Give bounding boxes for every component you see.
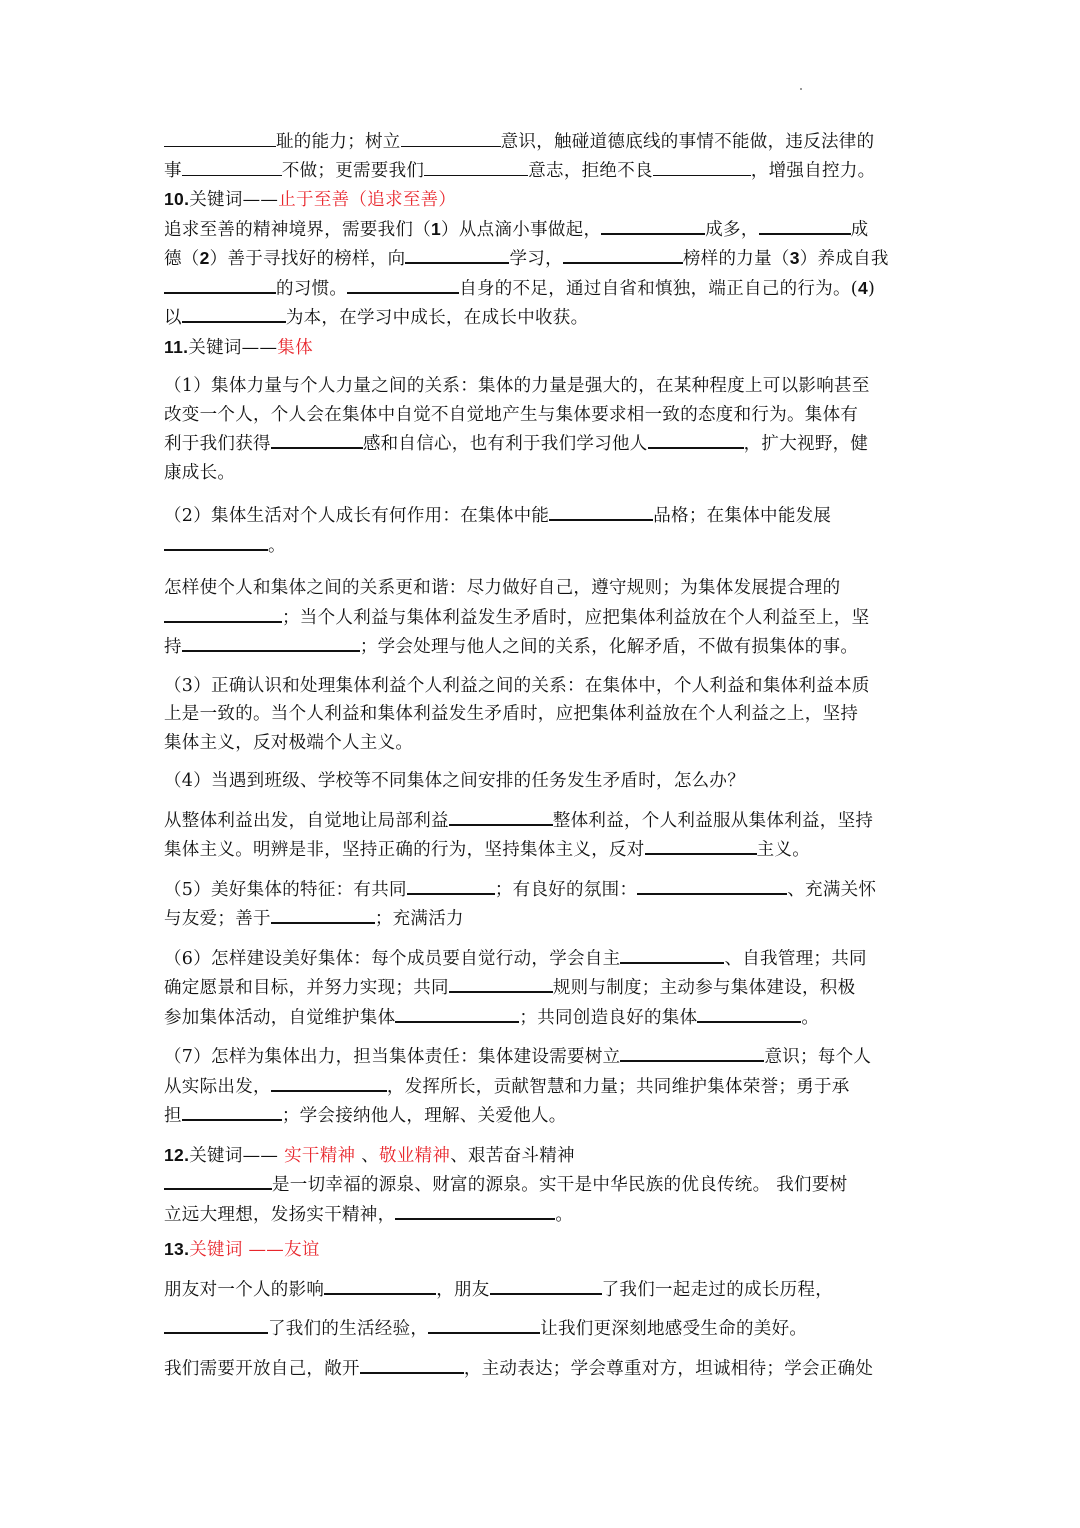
text: 、充满关怀 — [787, 879, 877, 900]
text: ；有良好的氛围： — [494, 879, 638, 900]
text: 立远大理想，发扬实干精神， — [164, 1204, 396, 1225]
section-12-heading — [164, 1141, 918, 1171]
item-number: 3 — [789, 248, 800, 268]
blank[interactable] — [637, 875, 787, 895]
worksheet-page — [164, 128, 918, 1383]
s11-p9-line-2 — [164, 1072, 918, 1102]
text: ；学会接纳他人，理解、关爱他人。 — [281, 1106, 567, 1126]
text: 、自我管理；共同 — [724, 948, 867, 969]
blank[interactable] — [407, 875, 495, 895]
blank[interactable] — [182, 1101, 282, 1121]
blank[interactable] — [164, 531, 268, 551]
blank[interactable] — [324, 1275, 436, 1295]
text: ）从点滴小事做起， — [441, 219, 602, 240]
section-number: 11. — [164, 336, 189, 357]
heading-keyword: 实干精神 — [284, 1145, 356, 1166]
text: 。 — [268, 535, 286, 556]
s13-line-1 — [164, 1275, 918, 1305]
text: 规则与制度；主动参与集体建设，积极 — [552, 978, 856, 998]
text: ，主动表达；学会尊重对方，坦诚相待；学会正确处 — [463, 1358, 874, 1379]
text: 为本，在学习中成长，在成长中收获。 — [285, 308, 589, 328]
section-number: 13. — [164, 1239, 190, 1259]
blank[interactable] — [401, 128, 501, 147]
text: 我们需要开放自己，敞开 — [164, 1358, 360, 1379]
text: ）善于寻找好的榜样，向 — [209, 249, 406, 269]
blank[interactable] — [563, 244, 683, 264]
blank[interactable] — [697, 1003, 801, 1023]
section-number: 12. — [164, 1144, 190, 1165]
blank[interactable] — [759, 215, 851, 235]
text: 集体主义。明辨是非，坚持正确的行为，坚持集体主义，反对 — [164, 840, 645, 860]
blank[interactable] — [449, 973, 553, 993]
s11-p1-line-3 — [164, 429, 918, 459]
text: ；学会处理与他人之间的关系，化解矛盾，不做有损集体的事。 — [359, 637, 859, 657]
blank[interactable] — [405, 244, 509, 264]
s10-line-2 — [164, 244, 918, 274]
s11-p1-line-2: 改变一个人，个人会在集体中自觉不自觉地产生与集体要求相一致的态度和行为。集体有 — [164, 404, 859, 425]
text: 参加集体活动，自觉维护集体 — [164, 1007, 396, 1028]
text: 追求至善的精神境界，需要我们（ — [164, 219, 431, 240]
s11-p3-line-3 — [164, 632, 918, 662]
text: 从实际出发， — [164, 1076, 271, 1097]
text: 了我们一起走过的成长历程， — [601, 1279, 834, 1300]
text: 整体利益，个人利益服从集体利益，坚持 — [552, 810, 874, 831]
section-13-heading — [164, 1235, 918, 1265]
blank[interactable] — [645, 835, 757, 855]
text: 事 — [164, 160, 182, 181]
text: 担 — [164, 1106, 182, 1126]
text: ）养成自我 — [799, 249, 889, 269]
text: 朋友对一个人的影响 — [164, 1279, 325, 1300]
s11-p7-line-1 — [164, 875, 918, 905]
s9-line-1 — [164, 128, 918, 157]
text: 学习， — [509, 249, 563, 269]
blank[interactable] — [360, 1354, 464, 1374]
text: 、艰苦奋斗精神 — [450, 1145, 575, 1166]
s12-line-1 — [164, 1170, 918, 1200]
s11-p1-line-1: （1）集体力量与个人力量之间的关系：集体的力量是强大的，在某种程度上可以影响甚至 — [164, 376, 870, 396]
text: 从整体利益出发，自觉地让局部利益 — [164, 810, 449, 831]
item-number: 4 — [857, 277, 868, 298]
text: 成 — [850, 219, 869, 240]
s10-line-3 — [164, 274, 918, 304]
text: 品格；在集体中能发展 — [653, 506, 832, 526]
text: 持 — [164, 637, 182, 657]
s10-line-1 — [164, 215, 918, 245]
text: 感和自信心，也有利于我们学习他人 — [362, 434, 648, 454]
blank[interactable] — [271, 429, 363, 449]
blank[interactable] — [271, 904, 375, 924]
heading-keyword: 止于至善（追求至善） — [278, 190, 457, 210]
s11-p8-line-2 — [164, 973, 918, 1003]
s11-p4-line-1: （3）正确认识和处理集体利益个人利益之间的关系：在集体中，个人利益和集体利益本质 — [164, 675, 870, 696]
s11-p8-line-3 — [164, 1003, 918, 1033]
text: 利于我们获得 — [164, 434, 271, 454]
blank[interactable] — [164, 128, 276, 147]
text: 德（ — [164, 249, 200, 269]
text: ；共同创造良好的集体 — [519, 1007, 698, 1028]
s10-line-4 — [164, 303, 918, 333]
s11-p3-line-1: 怎样使个人和集体之间的关系更和谐：尽力做好自己，遵守规则；为集体发展提合理的 — [164, 578, 841, 598]
text: 以 — [164, 308, 182, 328]
blank[interactable] — [424, 157, 528, 176]
item-number: 2 — [199, 248, 210, 268]
text: 是一切幸福的源泉、财富的源泉。实干是中华民族的优良传统。 我们要树 — [272, 1175, 848, 1195]
s11-p5-line-1: （4）当遇到班级、学校等不同集体之间安排的任务发生矛盾时，怎么办？ — [164, 771, 746, 791]
s11-p2-line-1 — [164, 501, 918, 531]
text: ，朋友 — [436, 1279, 490, 1300]
heading-prefix: 关键词—— — [189, 190, 279, 210]
heading-keyword: 集体 — [277, 337, 313, 358]
section-10-heading — [164, 185, 918, 215]
text: 的习惯。 — [276, 278, 348, 299]
text: ) — [867, 278, 876, 299]
blank[interactable] — [347, 274, 459, 294]
text: 榜样的力量（ — [682, 249, 790, 269]
s11-p6-line-2 — [164, 835, 918, 865]
text: 、 — [361, 1145, 379, 1166]
blank[interactable] — [182, 303, 286, 323]
s11-p2-line-2 — [164, 531, 918, 561]
text: 与友爱；善于 — [164, 909, 271, 929]
blank[interactable] — [428, 1314, 540, 1334]
s11-p9-line-1 — [164, 1042, 918, 1072]
text: ；充满活力 — [374, 909, 464, 929]
text: 耻的能力；树立 — [276, 132, 401, 152]
text: 意志，拒绝不良 — [528, 160, 653, 181]
blank[interactable] — [164, 1314, 268, 1334]
s11-p4-line-2: 上是一致的。当个人利益和集体利益发生矛盾时，应把集体利益放在个人利益之上，坚持 — [164, 704, 859, 724]
s13-line-2 — [164, 1314, 918, 1344]
text: （2）集体生活对个人成长有何作用：在集体中能 — [164, 506, 550, 526]
s11-p9-line-3 — [164, 1101, 918, 1131]
text: 主义。 — [756, 840, 811, 860]
text: 不做；更需要我们 — [281, 160, 425, 181]
s9-line-2 — [164, 157, 918, 186]
s11-p1-line-4: 康成长。 — [164, 462, 236, 483]
s12-line-2 — [164, 1200, 918, 1230]
heading-prefix: 关键词—— — [188, 337, 278, 358]
blank[interactable] — [449, 806, 553, 826]
blank[interactable] — [395, 1200, 555, 1220]
text: ，扩大视野，健 — [743, 434, 869, 454]
text: ，发挥所长，贡献智慧和力量；共同维护集体荣誉；勇于承 — [386, 1076, 850, 1097]
blank[interactable] — [395, 1003, 519, 1023]
text: 意识，触碰道德底线的事情不能做，违反法律的 — [500, 132, 875, 152]
s11-p3-line-2 — [164, 603, 918, 633]
text: 了我们的生活经验， — [268, 1319, 429, 1339]
s11-p4-line-3: 集体主义，反对极端个人主义。 — [164, 732, 414, 753]
text: 自身的不足，通过自省和慎独，端正自己的行为。( — [459, 278, 858, 299]
s11-p6-line-1 — [164, 806, 918, 836]
text: ；当个人利益与集体利益发生矛盾时，应把集体利益放在个人利益至上，坚 — [282, 607, 870, 628]
text: 。 — [555, 1204, 574, 1225]
heading-keyword: 敬业精神 — [379, 1145, 451, 1166]
section-11-heading — [164, 333, 918, 363]
section-number: 10. — [164, 189, 190, 209]
blank[interactable] — [182, 632, 360, 652]
blank[interactable] — [620, 944, 724, 964]
blank[interactable] — [601, 215, 705, 235]
heading-keyword: 关键词 ——友谊 — [189, 1240, 320, 1260]
blank[interactable] — [164, 603, 282, 623]
blank[interactable] — [164, 1170, 272, 1190]
text: （5）美好集体的特征：有共同 — [164, 879, 407, 900]
scan-dot — [800, 88, 802, 90]
blank[interactable] — [620, 1042, 764, 1062]
item-number: 1 — [431, 218, 442, 239]
text: （6）怎样建设美好集体：每个成员要自觉行动，学会自主 — [164, 948, 621, 969]
s11-p7-line-2 — [164, 904, 918, 934]
blank[interactable] — [164, 274, 276, 294]
blank[interactable] — [271, 1072, 387, 1092]
blank[interactable] — [653, 157, 751, 176]
text: ，增强自控力。 — [750, 160, 876, 181]
blank[interactable] — [648, 429, 744, 449]
blank[interactable] — [490, 1275, 602, 1295]
text: 成多， — [705, 219, 759, 240]
text: 让我们更深刻地感受生命的美好。 — [540, 1319, 808, 1339]
s11-p8-line-1 — [164, 944, 918, 974]
text: （7）怎样为集体出力，担当集体责任：集体建设需要树立 — [164, 1047, 621, 1067]
s13-line-3 — [164, 1354, 918, 1384]
text: 。 — [801, 1007, 820, 1028]
text: 确定愿景和目标，并努力实现；共同 — [164, 978, 449, 998]
blank[interactable] — [549, 501, 653, 521]
heading-prefix: 关键词—— — [189, 1145, 279, 1166]
blank[interactable] — [182, 157, 282, 176]
text: 意识；每个人 — [764, 1047, 872, 1067]
